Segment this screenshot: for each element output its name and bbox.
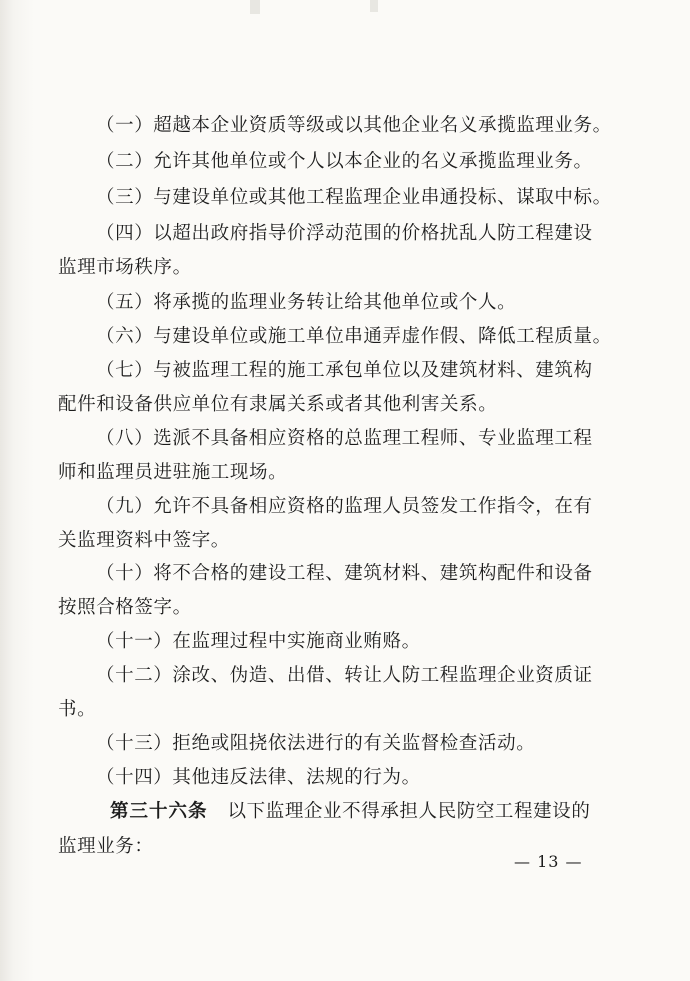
list-item: （一）超越本企业资质等级或以其他企业名义承揽监理业务。 bbox=[96, 115, 612, 136]
list-item: （八）选派不具备相应资格的总监理工程师、专业监理工程 bbox=[96, 428, 593, 449]
list-item: （十一）在监理过程中实施商业贿赂。 bbox=[96, 631, 421, 652]
list-item: （二）允许其他单位或个人以本企业的名义承揽监理业务。 bbox=[96, 151, 593, 172]
list-item: （十）将不合格的建设工程、建筑材料、建筑构配件和设备 bbox=[96, 563, 593, 584]
article-continuation: 监理业务： bbox=[58, 836, 154, 857]
article-heading bbox=[110, 800, 590, 824]
list-item: （五）将承揽的监理业务转让给其他单位或个人。 bbox=[96, 292, 517, 313]
list-item: （七）与被监理工程的施工承包单位以及建筑材料、建筑构 bbox=[96, 360, 593, 381]
list-item-continuation: 配件和设备供应单位有隶属关系或者其他利害关系。 bbox=[58, 394, 498, 415]
list-item-continuation: 关监理资料中签字。 bbox=[58, 530, 230, 551]
scan-edge-shadow bbox=[0, 0, 34, 981]
list-item-continuation: 按照合格签字。 bbox=[58, 597, 192, 618]
article-text: 以下监理企业不得承担人民防空工程建设的 bbox=[227, 801, 591, 822]
list-item-continuation: 师和监理员进驻施工现场。 bbox=[58, 462, 288, 483]
list-item: （十二）涂改、伪造、出借、转让人防工程监理企业资质证 bbox=[96, 665, 593, 686]
list-item: （十四）其他违反法律、法规的行为。 bbox=[96, 767, 421, 788]
page-number: — 13 — bbox=[514, 852, 583, 871]
scan-mark bbox=[250, 0, 260, 14]
list-item: （十三）拒绝或阻挠依法进行的有关监督检查活动。 bbox=[96, 733, 536, 754]
article-number: 第三十六条 bbox=[110, 801, 208, 822]
list-item-continuation: 监理市场秩序。 bbox=[58, 257, 192, 278]
list-item-continuation: 书。 bbox=[58, 699, 97, 720]
scan-mark bbox=[370, 0, 378, 12]
list-item: （六）与建设单位或施工单位串通弄虚作假、降低工程质量。 bbox=[96, 326, 612, 347]
list-item: （九）允许不具备相应资格的监理人员签发工作指令，在有 bbox=[96, 496, 593, 517]
list-item: （三）与建设单位或其他工程监理企业串通投标、谋取中标。 bbox=[96, 187, 612, 208]
list-item: （四）以超出政府指导价浮动范围的价格扰乱人防工程建设 bbox=[96, 223, 593, 244]
